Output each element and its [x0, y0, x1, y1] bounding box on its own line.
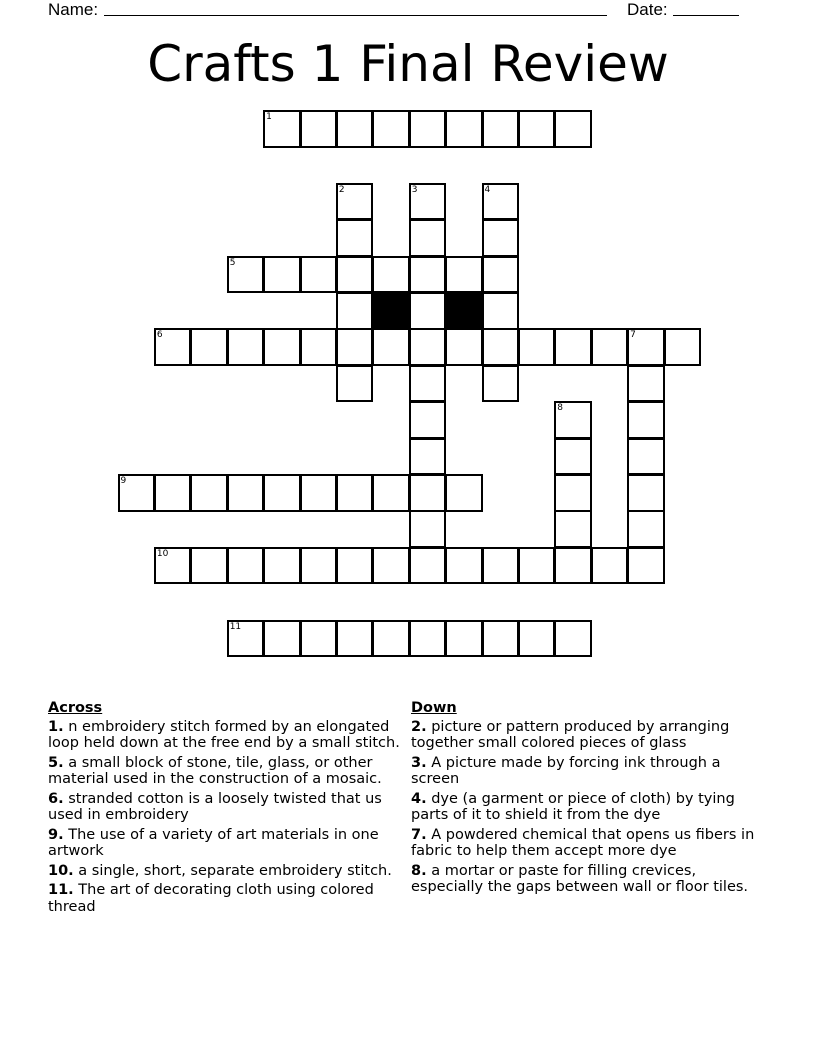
grid-cell[interactable] [300, 474, 338, 512]
grid-cell[interactable] [445, 110, 483, 148]
clue-down-2 [411, 719, 771, 752]
grid-cell[interactable] [263, 620, 301, 658]
grid-cell[interactable] [554, 401, 592, 439]
grid-cell[interactable] [263, 474, 301, 512]
grid-cell[interactable] [263, 110, 301, 148]
grid-cell[interactable] [263, 256, 301, 294]
clue-number: 7. [411, 826, 427, 843]
clue-down-3 [411, 755, 771, 788]
clue-text: a mortar or paste for filling crevices, especially the gaps between wall or floor tiles. [411, 862, 749, 895]
grid-cell[interactable] [409, 292, 447, 330]
grid-cell[interactable] [482, 328, 520, 366]
grid-cell[interactable] [263, 328, 301, 366]
grid-cell[interactable] [227, 328, 265, 366]
grid-cell[interactable] [554, 547, 592, 585]
grid-cell[interactable] [300, 328, 338, 366]
grid-cell[interactable] [336, 183, 374, 221]
grid-cell[interactable] [154, 328, 192, 366]
cell-number: 11 [229, 621, 242, 632]
black-cell [445, 292, 483, 330]
clue-text: picture or pattern produced by arranging together small colored pieces of glass [411, 718, 730, 751]
grid-cell[interactable] [372, 110, 410, 148]
grid-cell[interactable] [627, 328, 665, 366]
clue-text: a small block of stone, tile, glass, or other material used in the construction of a mosaic. [48, 754, 382, 787]
grid-cell[interactable] [336, 547, 374, 585]
cell-number: 4 [484, 184, 491, 195]
clue-down-7 [411, 827, 771, 860]
clue-text: dye (a garment or piece of cloth) by tying parts of it to shield it from the dye [411, 790, 735, 823]
cell-number: 9 [120, 476, 127, 486]
grid-cell[interactable] [409, 620, 447, 658]
grid-cell[interactable] [336, 365, 374, 403]
clue-down-8 [411, 863, 771, 896]
grid-cell[interactable] [336, 474, 374, 512]
clue-across-6 [48, 791, 400, 824]
grid-cell[interactable] [627, 547, 665, 585]
grid-cell[interactable] [372, 328, 410, 366]
grid-cell[interactable] [554, 110, 592, 148]
down-heading: Down [411, 700, 457, 716]
grid-cell[interactable] [227, 620, 265, 658]
grid-cell[interactable] [227, 474, 265, 512]
grid-cell[interactable] [190, 328, 228, 366]
grid-cell[interactable] [445, 547, 483, 585]
clue-number: 11. [48, 882, 74, 898]
grid-cell[interactable] [482, 183, 520, 221]
grid-cell[interactable] [227, 256, 265, 294]
grid-cell[interactable] [409, 510, 447, 548]
grid-cell[interactable] [409, 328, 447, 366]
cell-number: 1 [266, 112, 272, 122]
grid-cell[interactable] [336, 328, 374, 366]
grid-cell[interactable] [154, 474, 192, 512]
clue-text: The art of decorating cloth using colored thread [48, 882, 374, 915]
clue-across-1 [48, 719, 400, 752]
clue-across-11 [48, 882, 400, 915]
cell-number: 3 [411, 184, 418, 195]
grid-cell[interactable] [336, 292, 374, 330]
grid-cell[interactable] [482, 256, 520, 294]
grid-cell[interactable] [482, 219, 520, 257]
grid-cell[interactable] [227, 547, 265, 585]
grid-cell[interactable] [482, 365, 520, 403]
grid-cell[interactable] [409, 547, 447, 585]
grid-cell[interactable] [554, 438, 592, 476]
grid-cell[interactable] [591, 547, 629, 585]
clue-number: 4. [411, 790, 427, 807]
grid-cell[interactable] [190, 474, 228, 512]
across-clues [48, 700, 400, 918]
across-heading: Across [48, 700, 103, 716]
clue-number: 3. [411, 754, 427, 771]
grid-cell[interactable] [627, 510, 665, 548]
grid-cell[interactable] [300, 110, 338, 148]
down-clue-list [411, 719, 771, 896]
grid-cell[interactable] [554, 328, 592, 366]
grid-cell[interactable] [518, 328, 556, 366]
grid-cell[interactable] [554, 474, 592, 512]
grid-cell[interactable] [300, 256, 338, 294]
grid-cell[interactable] [518, 620, 556, 658]
grid-cell[interactable] [300, 547, 338, 585]
date-label: Date: [627, 0, 668, 19]
black-cell [372, 292, 410, 330]
grid-cell[interactable] [190, 547, 228, 585]
grid-cell[interactable] [482, 620, 520, 658]
grid-cell[interactable] [554, 510, 592, 548]
grid-cell[interactable] [336, 110, 374, 148]
clue-across-5 [48, 755, 400, 788]
clue-down-4 [411, 791, 771, 824]
cell-number: 7 [630, 330, 636, 341]
cell-number: 2 [338, 184, 345, 195]
grid-cell[interactable] [372, 547, 410, 585]
clue-text: A powdered chemical that opens us fibers in fabric to help them accept more dye [411, 826, 755, 859]
cell-number: 6 [156, 330, 163, 341]
grid-cell[interactable] [409, 219, 447, 257]
clue-number: 2. [411, 718, 427, 735]
clue-text: stranded cotton is a loosely twisted that us used in embroidery [48, 790, 382, 823]
grid-cell[interactable] [445, 620, 483, 658]
grid-cell[interactable] [409, 474, 447, 512]
grid-cell[interactable] [627, 438, 665, 476]
down-clues [411, 700, 771, 899]
grid-cell[interactable] [300, 620, 338, 658]
grid-cell[interactable] [372, 256, 410, 294]
name-label: Name: [48, 0, 99, 19]
grid-cell[interactable] [263, 547, 301, 585]
clue-text: n embroidery stitch formed by an elongated loop held down at the free end by a small stitch. [48, 718, 400, 751]
clue-across-9 [48, 827, 400, 860]
grid-cell[interactable] [627, 365, 665, 403]
grid-cell[interactable] [554, 620, 592, 658]
clue-text: a single, short, separate embroidery stitch. [78, 862, 392, 879]
grid-cell[interactable] [445, 256, 483, 294]
grid-cell[interactable] [409, 438, 447, 476]
cell-number: 8 [557, 403, 564, 414]
cell-number: 5 [229, 257, 236, 268]
clue-number: 1. [48, 718, 64, 735]
grid-cell[interactable] [372, 474, 410, 512]
clue-number: 6. [48, 790, 64, 807]
grid-cell[interactable] [627, 401, 665, 439]
clue-number: 9. [48, 826, 64, 843]
grid-cell[interactable] [664, 328, 702, 366]
grid-cell[interactable] [518, 110, 556, 148]
grid-cell[interactable] [518, 547, 556, 585]
clue-across-10 [48, 863, 400, 880]
grid-cell[interactable] [445, 474, 483, 512]
grid-cell[interactable] [336, 620, 374, 658]
grid-cell[interactable] [482, 547, 520, 585]
clue-number: 8. [411, 862, 427, 879]
grid-cell[interactable] [372, 620, 410, 658]
grid-cell[interactable] [627, 474, 665, 512]
clue-number: 5. [48, 754, 64, 771]
across-clue-list [48, 719, 400, 916]
grid-cell[interactable] [445, 328, 483, 366]
grid-cell[interactable] [154, 547, 192, 585]
cell-number: 10 [156, 548, 169, 559]
grid-cell[interactable] [118, 474, 156, 512]
page-title: Crafts 1 Final Review [147, 35, 669, 93]
grid-cell[interactable] [409, 365, 447, 403]
clue-number: 10. [48, 862, 74, 879]
clue-text: A picture made by forcing ink through a screen [411, 754, 721, 787]
grid-cell[interactable] [336, 256, 374, 294]
grid-cell[interactable] [409, 110, 447, 148]
grid-cell[interactable] [409, 183, 447, 221]
grid-cell[interactable] [336, 219, 374, 257]
grid-cell[interactable] [409, 256, 447, 294]
grid-cell[interactable] [591, 328, 629, 366]
clue-text: The use of a variety of art materials in one artwork [48, 826, 379, 859]
grid-cell[interactable] [409, 401, 447, 439]
grid-cell[interactable] [482, 110, 520, 148]
grid-cell[interactable] [482, 292, 520, 330]
